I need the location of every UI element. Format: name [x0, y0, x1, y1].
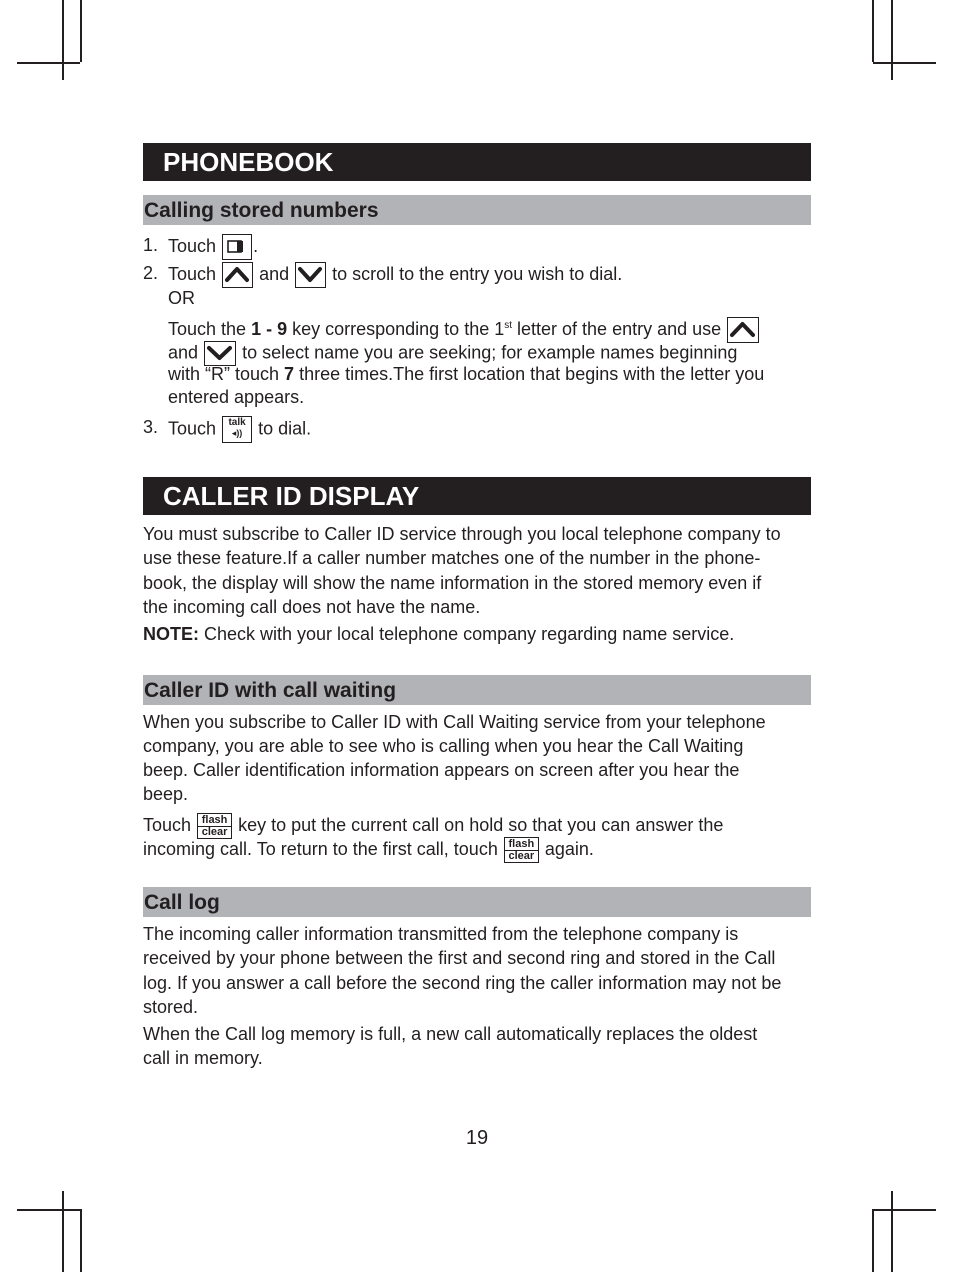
call-log-heading: Call log	[143, 887, 811, 917]
up-arrow-key-icon	[727, 317, 759, 343]
call-waiting-paragraph-line: company, you are able to see who is calling when you hear the Call Waiting	[143, 736, 744, 756]
step-3-number: 3.	[143, 417, 159, 437]
call-log-paragraph-line: received by your phone between the first and second ring and stored in the Call	[143, 948, 776, 968]
call-waiting-paragraph-line: When you subscribe to Caller ID with Call Waiting service from your telephone	[143, 712, 766, 732]
or-text: OR	[168, 288, 195, 308]
talk-key-icon: talk ◂))	[222, 416, 252, 443]
call-log-paragraph-line: When the Call log memory is full, a new call automatically replaces the oldest	[143, 1024, 758, 1044]
alt-line-4: entered appears.	[168, 387, 305, 407]
step-3: Touch talk ◂)) to dial.	[168, 416, 311, 443]
page-number: 19	[465, 1127, 489, 1149]
alt-line-1: Touch the 1 - 9 key corresponding to the 1st letter of the entry and use	[168, 317, 760, 343]
call-log-paragraph-line: stored.	[143, 997, 199, 1017]
alt-line-2: and to select name you are seeking; for example names beginning	[168, 341, 737, 366]
caller-id-paragraph-line: You must subscribe to Caller ID service through you local telephone company to	[143, 524, 781, 544]
call-waiting-paragraph-line: beep. Caller identification information appears on screen after you hear the	[143, 760, 740, 780]
call-waiting-paragraph-line: beep.	[143, 784, 189, 804]
caller-id-call-waiting-heading: Caller ID with call waiting	[143, 675, 811, 705]
flash-clear-key-icon: flash clear	[504, 837, 539, 863]
flash-instruction-line-1: Touch flash clear key to put the current call on hold so that you can answer the	[143, 814, 724, 838]
call-log-paragraph-line: The incoming caller information transmitted from the telephone company is	[143, 924, 739, 944]
step-2-number: 2.	[143, 263, 159, 283]
down-arrow-key-icon	[295, 262, 326, 288]
phonebook-key-icon	[222, 234, 252, 260]
up-arrow-key-icon	[222, 262, 253, 288]
caller-id-paragraph-line: use these feature.If a caller number matches one of the number in the phone-	[143, 548, 761, 568]
flash-instruction-line-2: incoming call. To return to the first call, touch flash clear again.	[143, 838, 594, 862]
calling-stored-numbers-heading: Calling stored numbers	[143, 195, 811, 225]
call-log-paragraph-line: call in memory.	[143, 1048, 263, 1068]
call-log-paragraph-line: log. If you answer a call before the second ring the caller information may not be	[143, 973, 782, 993]
caller-id-display-header: CALLER ID DISPLAY	[143, 477, 811, 515]
alt-line-3: with “R” touch 7 three times.The first location that begins with the letter you	[168, 364, 765, 384]
phonebook-header: PHONEBOOK	[143, 143, 811, 181]
step-2: Touch and to scroll to the entry you wish to dial.	[168, 262, 622, 288]
flash-clear-key-icon: flash clear	[197, 813, 232, 839]
step-1-number: 1.	[143, 235, 159, 255]
caller-id-paragraph-line: the incoming call does not have the name.	[143, 597, 481, 617]
step-1: Touch .	[168, 234, 258, 260]
note: NOTE: Check with your local telephone company regarding name service.	[143, 624, 735, 644]
caller-id-paragraph-line: book, the display will show the name information in the stored memory even if	[143, 573, 762, 593]
